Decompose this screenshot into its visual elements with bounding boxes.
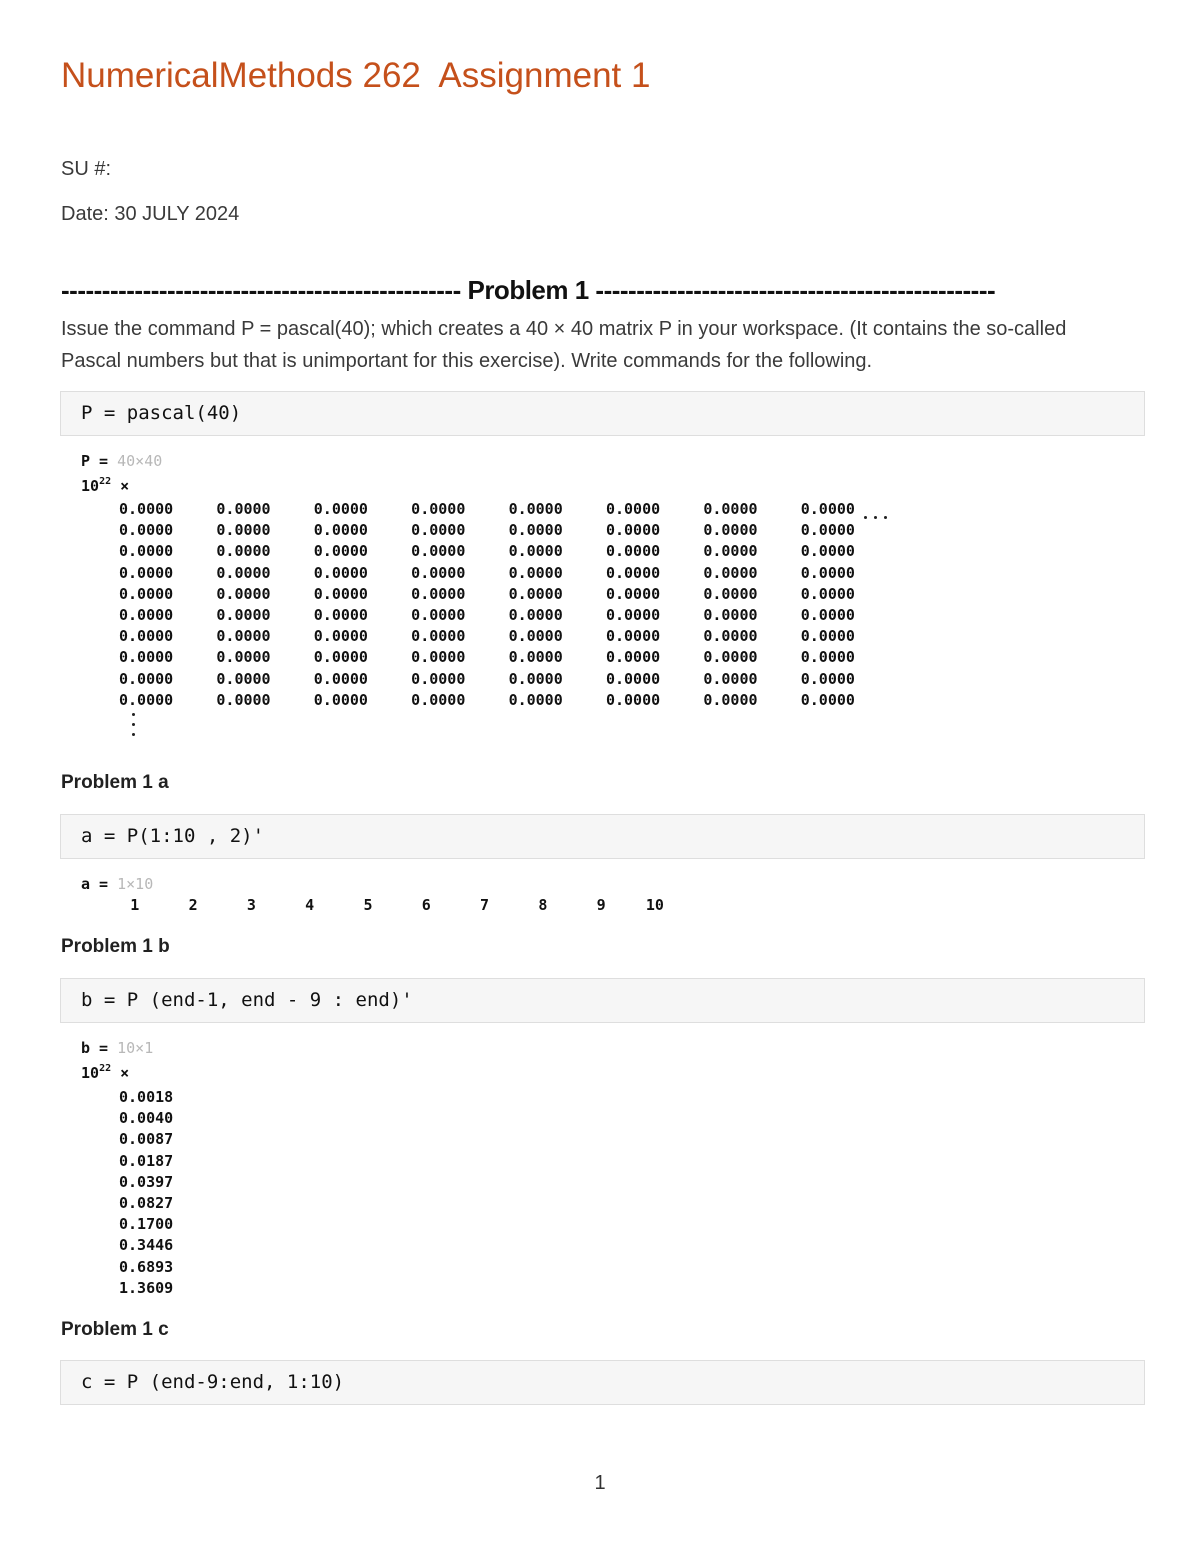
matrix-cell: 0.0000 xyxy=(216,690,271,709)
matrix-row xyxy=(119,691,898,712)
matrix-cell: 0.0000 xyxy=(411,542,466,561)
vector-b-value: 0.3446 xyxy=(119,1236,174,1255)
code-cell-b[interactable]: b = P (end-1, end - 9 : end)' xyxy=(60,978,1145,1023)
matrix-cell: 0.0000 xyxy=(313,648,368,667)
scale-exponent: 22 xyxy=(99,476,112,487)
matrix-cell: 0.0000 xyxy=(703,521,758,540)
matrix-cell: 0.0000 xyxy=(703,627,758,646)
matrix-cell: 0.0000 xyxy=(411,563,466,582)
matrix-cell: 0.0000 xyxy=(119,563,174,582)
scale-base: 10 xyxy=(81,477,100,495)
scale-base: 10 xyxy=(81,1064,100,1082)
matrix-cell: 0.0000 xyxy=(703,648,758,667)
scale-factor xyxy=(81,476,129,495)
output-var-name: a = xyxy=(81,875,109,893)
matrix-cell: 0.0000 xyxy=(508,584,563,603)
vector-b-value: 0.0187 xyxy=(119,1151,174,1170)
matrix-cell: 0.0000 xyxy=(313,500,368,518)
matrix-cell: 0.0000 xyxy=(800,605,855,624)
matrix-row xyxy=(119,627,898,648)
scale-times: × xyxy=(120,1064,130,1082)
code-cell-pascal[interactable]: P = pascal(40) xyxy=(60,391,1145,436)
matrix-cell: 0.0000 xyxy=(800,669,855,688)
vector-b-value: 0.0018 xyxy=(119,1088,174,1106)
problem-1b-heading: Problem 1 b xyxy=(61,936,170,957)
page-number: 1 xyxy=(594,1472,606,1494)
vector-a-value: 10 xyxy=(645,896,664,914)
date-label: Date: 30 JULY 2024 xyxy=(61,203,240,225)
matrix-cell: 0.0000 xyxy=(508,669,563,688)
matrix-cell: 0.0000 xyxy=(605,648,661,667)
vector-b-value: 0.1700 xyxy=(119,1215,174,1234)
matrix-cell: 0.0000 xyxy=(605,542,661,561)
matrix-cell: 0.0000 xyxy=(703,584,758,603)
matrix-cell: 0.0000 xyxy=(703,690,758,709)
matrix-row xyxy=(119,564,898,585)
code-cell-c[interactable]: c = P (end-9:end, 1:10) xyxy=(60,1360,1145,1405)
matrix-cell: 0.0000 xyxy=(508,648,563,667)
matrix-row xyxy=(119,606,898,627)
matrix-cell: 0.0000 xyxy=(411,605,466,624)
matrix-cell: 0.0000 xyxy=(605,500,661,518)
output-var-name: b = xyxy=(81,1039,109,1057)
matrix-cell: 0.0000 xyxy=(119,500,174,518)
vertical-ellipsis-icon xyxy=(131,713,137,743)
vector-b-output xyxy=(119,1088,173,1300)
matrix-cell: 0.0000 xyxy=(119,542,174,561)
matrix-cell: 0.0000 xyxy=(703,605,758,624)
matrix-cell: 0.0000 xyxy=(703,542,758,561)
output-a-header xyxy=(81,875,153,893)
matrix-row xyxy=(119,521,898,542)
vector-a-value: 8 xyxy=(538,896,548,914)
scale-exponent: 22 xyxy=(99,1063,112,1074)
matrix-cell: 0.0000 xyxy=(119,605,174,624)
matrix-cell: 0.0000 xyxy=(119,690,174,709)
matrix-cell: 0.0000 xyxy=(216,669,271,688)
matrix-cell: 0.0000 xyxy=(313,563,368,582)
matrix-cell: 0.0000 xyxy=(216,648,271,667)
matrix-row xyxy=(119,585,898,606)
problem-1-instructions: Issue the command P = pascal(40); which creates a 40 × 40 matrix P in your workspace. (It contains the so-called Pascal numbers but that is unimportant for this exercise). Write commands for the following. xyxy=(61,318,1067,372)
vector-b-value: 0.6893 xyxy=(119,1257,174,1276)
matrix-cell: 0.0000 xyxy=(411,669,466,688)
matrix-cell: 0.0000 xyxy=(411,627,466,646)
matrix-cell: 0.0000 xyxy=(411,584,466,603)
problem-1a-heading: Problem 1 a xyxy=(61,772,169,793)
matrix-cell: 0.0000 xyxy=(605,563,661,582)
matrix-cell: 0.0000 xyxy=(508,690,563,709)
matrix-cell: 0.0000 xyxy=(800,584,855,603)
matrix-cell: 0.0000 xyxy=(119,627,174,646)
matrix-cell: 0.0000 xyxy=(703,500,758,518)
vector-a-output xyxy=(81,896,664,914)
matrix-cell: 0.0000 xyxy=(411,521,466,540)
output-size: 40×40 xyxy=(117,452,163,470)
matrix-cell: 0.0000 xyxy=(508,521,563,540)
matrix-cell: 0.0000 xyxy=(800,648,855,667)
matrix-cell: 0.0000 xyxy=(508,605,563,624)
vector-a-value: 5 xyxy=(363,896,373,914)
vector-b-value: 0.0040 xyxy=(119,1109,174,1128)
matrix-cell: 0.0000 xyxy=(411,690,466,709)
matrix-cell: 0.0000 xyxy=(313,542,368,561)
matrix-cell: 0.0000 xyxy=(508,563,563,582)
vector-a-value: 1 xyxy=(130,896,140,914)
document-title: NumericalMethods 262 Assignment 1 xyxy=(61,56,651,95)
matrix-cell: 0.0000 xyxy=(508,500,563,518)
matrix-cell: 0.0000 xyxy=(800,500,855,518)
matrix-cell: 0.0000 xyxy=(411,648,466,667)
vector-b-value: 0.0087 xyxy=(119,1130,174,1149)
matrix-cell: 0.0000 xyxy=(703,669,758,688)
matrix-cell: 0.0000 xyxy=(119,648,174,667)
vector-b-value: 1.3609 xyxy=(119,1278,174,1297)
matrix-cell: 0.0000 xyxy=(216,521,271,540)
vector-a-value: 3 xyxy=(246,896,256,914)
matrix-cell: 0.0000 xyxy=(800,542,855,561)
matrix-cell: 0.0000 xyxy=(313,690,368,709)
matrix-cell: 0.0000 xyxy=(605,521,661,540)
matrix-cell: 0.0000 xyxy=(411,500,466,518)
output-b-header xyxy=(81,1039,153,1057)
matrix-cell: 0.0000 xyxy=(216,563,271,582)
output-p-header xyxy=(81,452,162,470)
problem-1c-heading: Problem 1 c xyxy=(61,1319,169,1340)
matrix-row xyxy=(119,542,898,563)
matrix-cell: 0.0000 xyxy=(216,627,271,646)
matrix-cell: 0.0000 xyxy=(605,584,661,603)
matrix-cell: 0.0000 xyxy=(313,669,368,688)
vector-b-value: 0.0827 xyxy=(119,1193,174,1212)
matrix-cell: 0.0000 xyxy=(216,605,271,624)
vector-a-value: 4 xyxy=(305,896,315,914)
problem-1-divider: ------------------------------------------------- Problem 1 ------------------------------------------------- xyxy=(61,275,996,305)
matrix-cell: 0.0000 xyxy=(119,669,174,688)
matrix-cell: 0.0000 xyxy=(119,584,174,603)
matrix-cell: 0.0000 xyxy=(703,563,758,582)
scale-factor xyxy=(81,1063,129,1082)
horizontal-ellipsis-icon xyxy=(864,506,894,524)
output-size: 1×10 xyxy=(117,875,154,893)
vector-a-value: 9 xyxy=(596,896,606,914)
matrix-cell: 0.0000 xyxy=(605,627,661,646)
su-number-label: SU #: xyxy=(61,158,112,180)
matrix-cell: 0.0000 xyxy=(313,521,368,540)
matrix-cell: 0.0000 xyxy=(605,605,661,624)
matrix-cell: 0.0000 xyxy=(216,584,271,603)
matrix-row xyxy=(119,648,898,669)
matrix-cell: 0.0000 xyxy=(119,521,174,540)
vector-b-value: 0.0397 xyxy=(119,1172,174,1191)
output-var-name: P = xyxy=(81,452,109,470)
matrix-cell: 0.0000 xyxy=(313,584,368,603)
output-size: 10×1 xyxy=(117,1039,154,1057)
matrix-cell: 0.0000 xyxy=(313,627,368,646)
matrix-cell: 0.0000 xyxy=(605,690,661,709)
matrix-p-output xyxy=(119,500,898,712)
matrix-cell: 0.0000 xyxy=(605,669,661,688)
vector-a-value: 2 xyxy=(188,896,198,914)
matrix-cell: 0.0000 xyxy=(508,627,563,646)
matrix-cell: 0.0000 xyxy=(800,521,855,540)
matrix-cell: 0.0000 xyxy=(508,542,563,561)
matrix-cell: 0.0000 xyxy=(800,627,855,646)
matrix-cell: 0.0000 xyxy=(800,563,855,582)
code-cell-a[interactable]: a = P(1:10 , 2)' xyxy=(60,814,1145,859)
matrix-row xyxy=(119,500,898,521)
vector-a-value: 6 xyxy=(421,896,431,914)
matrix-cell: 0.0000 xyxy=(800,690,855,709)
matrix-row xyxy=(119,670,898,691)
matrix-cell: 0.0000 xyxy=(216,542,271,561)
matrix-cell: 0.0000 xyxy=(216,500,271,518)
vector-a-value: 7 xyxy=(480,896,490,914)
scale-times: × xyxy=(120,477,130,495)
matrix-cell: 0.0000 xyxy=(313,605,368,624)
